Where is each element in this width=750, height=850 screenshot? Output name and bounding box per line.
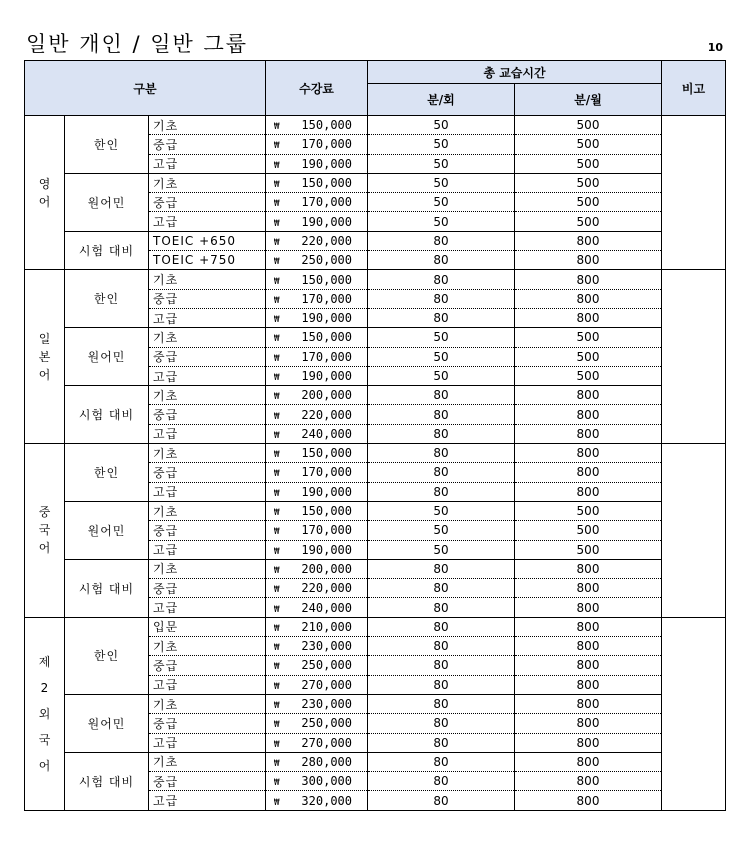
minutes-per-session-cell: 80 xyxy=(368,637,515,656)
currency-symbol: ₩ xyxy=(274,758,280,769)
fee-cell xyxy=(266,598,368,617)
minutes-per-month-cell: 800 xyxy=(515,617,662,636)
fee-amount: 240,000 xyxy=(301,600,352,615)
currency-symbol: ₩ xyxy=(274,373,280,383)
header-note: 비고 xyxy=(662,61,726,116)
fee-cell xyxy=(266,251,368,270)
currency-symbol: ₩ xyxy=(274,315,280,326)
header-per-session: 분/회 xyxy=(368,84,515,116)
minutes-per-month-cell: 500 xyxy=(515,501,662,520)
minutes-per-session-cell: 50 xyxy=(368,347,515,366)
minutes-per-session-cell: 80 xyxy=(368,231,515,250)
table-row xyxy=(25,270,726,289)
minutes-per-session-cell: 80 xyxy=(368,444,515,463)
page-number: 10 xyxy=(707,41,723,54)
category-label xyxy=(25,444,65,618)
category-label-char: 국 xyxy=(38,523,51,538)
currency-symbol: ₩ xyxy=(274,122,280,133)
fee-amount: 230,000 xyxy=(301,639,352,654)
currency-symbol: ₩ xyxy=(274,392,280,403)
minutes-per-month-cell: 800 xyxy=(515,386,662,405)
minutes-per-session-cell: 80 xyxy=(368,656,515,675)
minutes-per-session-cell: 80 xyxy=(368,308,515,327)
fee-cell xyxy=(266,791,368,810)
fee-amount: 150,000 xyxy=(301,272,352,287)
minutes-per-session-cell: 80 xyxy=(368,694,515,713)
fee-cell xyxy=(266,637,368,656)
minutes-per-session-cell: 80 xyxy=(368,675,515,694)
level-cell: 기초 xyxy=(149,386,266,405)
level-cell: 기초 xyxy=(149,501,266,520)
minutes-per-month-cell: 800 xyxy=(515,694,662,713)
minutes-per-month-cell: 800 xyxy=(515,559,662,578)
fee-amount: 270,000 xyxy=(301,677,352,692)
fee-cell xyxy=(266,675,368,694)
minutes-per-month-cell: 800 xyxy=(515,791,662,810)
level-cell: 기초 xyxy=(149,637,266,656)
currency-symbol: ₩ xyxy=(274,199,280,210)
currency-symbol: ₩ xyxy=(274,643,280,654)
fee-amount: 150,000 xyxy=(301,504,352,519)
currency-symbol: ₩ xyxy=(274,565,280,576)
minutes-per-session-cell: 80 xyxy=(368,617,515,636)
minutes-per-month-cell: 500 xyxy=(515,540,662,559)
fee-amount: 250,000 xyxy=(301,658,352,673)
note-cell xyxy=(662,617,726,810)
level-cell: 고급 xyxy=(149,540,266,559)
table-row xyxy=(25,116,726,135)
category-label-char: 본 xyxy=(38,349,51,364)
fee-cell xyxy=(266,501,368,520)
minutes-per-session-cell: 80 xyxy=(368,579,515,598)
minutes-per-month-cell: 800 xyxy=(515,656,662,675)
fee-cell xyxy=(266,405,368,424)
currency-symbol: ₩ xyxy=(274,411,280,422)
minutes-per-month-cell: 800 xyxy=(515,405,662,424)
category-label-char: 외 xyxy=(38,706,51,721)
currency-symbol: ₩ xyxy=(274,141,280,152)
level-cell: 고급 xyxy=(149,154,266,173)
fee-amount: 170,000 xyxy=(301,465,352,480)
minutes-per-month-cell: 800 xyxy=(515,772,662,791)
group-label: 원어민 xyxy=(65,501,149,559)
fee-cell xyxy=(266,231,368,250)
category-label-char: 어 xyxy=(38,194,51,209)
level-cell: TOEIC +750 xyxy=(149,251,266,270)
fee-cell xyxy=(266,752,368,771)
group-label: 시험 대비 xyxy=(65,231,149,270)
fee-cell xyxy=(266,173,368,192)
fee-cell xyxy=(266,656,368,675)
fee-amount: 250,000 xyxy=(301,716,352,731)
minutes-per-session-cell: 80 xyxy=(368,424,515,443)
level-cell: 기초 xyxy=(149,173,266,192)
currency-symbol: ₩ xyxy=(274,353,280,364)
currency-symbol: ₩ xyxy=(274,295,280,306)
level-cell: 기초 xyxy=(149,116,266,135)
level-cell: 입문 xyxy=(149,617,266,636)
level-cell: 중급 xyxy=(149,193,266,212)
minutes-per-session-cell: 50 xyxy=(368,328,515,347)
fee-cell xyxy=(266,289,368,308)
group-label: 한인 xyxy=(65,444,149,502)
group-label: 원어민 xyxy=(65,328,149,386)
fee-cell xyxy=(266,559,368,578)
table-body xyxy=(25,116,726,811)
category-label-char: 어 xyxy=(38,758,51,773)
minutes-per-month-cell: 800 xyxy=(515,463,662,482)
fee-cell xyxy=(266,521,368,540)
level-cell: 고급 xyxy=(149,791,266,810)
minutes-per-session-cell: 50 xyxy=(368,212,515,231)
level-cell: 중급 xyxy=(149,772,266,791)
level-cell: 중급 xyxy=(149,347,266,366)
fee-amount: 150,000 xyxy=(301,330,352,345)
minutes-per-month-cell: 800 xyxy=(515,752,662,771)
header-total-hours: 총 교습시간 xyxy=(368,61,662,84)
fee-cell xyxy=(266,540,368,559)
minutes-per-session-cell: 50 xyxy=(368,521,515,540)
minutes-per-month-cell: 500 xyxy=(515,173,662,192)
minutes-per-session-cell: 80 xyxy=(368,752,515,771)
level-cell: 중급 xyxy=(149,714,266,733)
table-row xyxy=(25,328,726,347)
currency-symbol: ₩ xyxy=(274,430,280,441)
category-label xyxy=(25,270,65,444)
minutes-per-month-cell: 800 xyxy=(515,251,662,270)
fee-amount: 170,000 xyxy=(301,349,352,364)
level-cell: 중급 xyxy=(149,579,266,598)
table-row xyxy=(25,617,726,636)
fee-cell xyxy=(266,733,368,752)
category-label-char: 영 xyxy=(38,176,51,191)
currency-symbol: ₩ xyxy=(274,334,280,345)
fee-amount: 170,000 xyxy=(301,195,352,210)
fee-amount: 170,000 xyxy=(301,523,352,538)
table-row xyxy=(25,173,726,192)
minutes-per-session-cell: 50 xyxy=(368,501,515,520)
minutes-per-session-cell: 80 xyxy=(368,289,515,308)
minutes-per-month-cell: 800 xyxy=(515,308,662,327)
currency-symbol: ₩ xyxy=(274,623,280,634)
minutes-per-month-cell: 800 xyxy=(515,733,662,752)
note-cell xyxy=(662,270,726,444)
currency-symbol: ₩ xyxy=(274,585,280,596)
currency-symbol: ₩ xyxy=(274,276,280,287)
level-cell: 고급 xyxy=(149,366,266,385)
minutes-per-session-cell: 50 xyxy=(368,116,515,135)
fee-cell xyxy=(266,772,368,791)
fee-cell xyxy=(266,482,368,501)
currency-symbol: ₩ xyxy=(274,778,280,789)
level-cell: 고급 xyxy=(149,212,266,231)
minutes-per-session-cell: 80 xyxy=(368,386,515,405)
group-label: 한인 xyxy=(65,116,149,174)
group-label: 원어민 xyxy=(65,173,149,231)
currency-symbol: ₩ xyxy=(274,180,280,191)
fee-amount: 200,000 xyxy=(301,561,352,576)
minutes-per-month-cell: 500 xyxy=(515,347,662,366)
fee-cell xyxy=(266,617,368,636)
level-cell: 고급 xyxy=(149,598,266,617)
fee-cell xyxy=(266,193,368,212)
group-label: 한인 xyxy=(65,270,149,328)
fee-amount: 220,000 xyxy=(301,407,352,422)
fee-amount: 150,000 xyxy=(301,446,352,461)
fee-amount: 270,000 xyxy=(301,735,352,750)
currency-symbol: ₩ xyxy=(274,160,280,171)
minutes-per-month-cell: 500 xyxy=(515,193,662,212)
currency-symbol: ₩ xyxy=(274,257,280,268)
minutes-per-month-cell: 800 xyxy=(515,714,662,733)
minutes-per-month-cell: 500 xyxy=(515,154,662,173)
level-cell: 고급 xyxy=(149,733,266,752)
fee-amount: 190,000 xyxy=(301,156,352,171)
minutes-per-month-cell: 500 xyxy=(515,212,662,231)
level-cell: 기초 xyxy=(149,270,266,289)
fee-amount: 170,000 xyxy=(301,291,352,306)
fee-amount: 150,000 xyxy=(301,176,352,191)
group-label: 원어민 xyxy=(65,694,149,752)
minutes-per-session-cell: 80 xyxy=(368,251,515,270)
fee-cell xyxy=(266,694,368,713)
currency-symbol: ₩ xyxy=(274,218,280,229)
currency-symbol: ₩ xyxy=(274,681,280,692)
minutes-per-session-cell: 50 xyxy=(368,193,515,212)
category-label xyxy=(25,116,65,270)
fee-amount: 190,000 xyxy=(301,484,352,499)
group-label: 시험 대비 xyxy=(65,386,149,444)
level-cell: 기초 xyxy=(149,559,266,578)
level-cell: 중급 xyxy=(149,521,266,540)
fee-cell xyxy=(266,154,368,173)
minutes-per-month-cell: 800 xyxy=(515,675,662,694)
level-cell: 중급 xyxy=(149,405,266,424)
table-row xyxy=(25,386,726,405)
fee-amount: 190,000 xyxy=(301,214,352,229)
level-cell: 중급 xyxy=(149,289,266,308)
currency-symbol: ₩ xyxy=(274,469,280,480)
minutes-per-month-cell: 800 xyxy=(515,579,662,598)
minutes-per-month-cell: 800 xyxy=(515,289,662,308)
fee-amount: 190,000 xyxy=(301,542,352,557)
minutes-per-session-cell: 80 xyxy=(368,463,515,482)
page-title: 일반 개인 / 일반 그룹 xyxy=(26,32,249,56)
level-cell: 고급 xyxy=(149,675,266,694)
level-cell: 고급 xyxy=(149,424,266,443)
fee-cell xyxy=(266,308,368,327)
currency-symbol: ₩ xyxy=(274,720,280,731)
group-label: 시험 대비 xyxy=(65,752,149,810)
currency-symbol: ₩ xyxy=(274,450,280,461)
table-header xyxy=(25,61,726,116)
fee-cell xyxy=(266,579,368,598)
table-row xyxy=(25,501,726,520)
header-fee: 수강료 xyxy=(266,61,368,116)
category-label xyxy=(25,617,65,810)
level-cell: 고급 xyxy=(149,482,266,501)
fee-cell xyxy=(266,386,368,405)
table-row xyxy=(25,694,726,713)
minutes-per-month-cell: 800 xyxy=(515,424,662,443)
fee-cell xyxy=(266,270,368,289)
minutes-per-month-cell: 500 xyxy=(515,521,662,540)
category-label-char: 국 xyxy=(38,732,51,747)
fee-amount: 250,000 xyxy=(301,253,352,268)
category-label-char: 제 xyxy=(38,654,51,669)
minutes-per-month-cell: 800 xyxy=(515,444,662,463)
level-cell: 중급 xyxy=(149,135,266,154)
fee-amount: 240,000 xyxy=(301,426,352,441)
minutes-per-session-cell: 50 xyxy=(368,366,515,385)
category-label-char: 중 xyxy=(38,505,51,520)
currency-symbol: ₩ xyxy=(274,739,280,750)
minutes-per-session-cell: 80 xyxy=(368,270,515,289)
fee-cell xyxy=(266,347,368,366)
table-row xyxy=(25,559,726,578)
table-row xyxy=(25,752,726,771)
category-label-char: 2 xyxy=(40,680,49,695)
category-label-char: 일 xyxy=(38,331,51,346)
fee-cell xyxy=(266,212,368,231)
minutes-per-month-cell: 800 xyxy=(515,270,662,289)
currency-symbol: ₩ xyxy=(274,797,280,808)
note-cell xyxy=(662,444,726,618)
minutes-per-session-cell: 80 xyxy=(368,714,515,733)
table-row xyxy=(25,444,726,463)
currency-symbol: ₩ xyxy=(274,508,280,519)
group-label: 한인 xyxy=(65,617,149,694)
fee-cell xyxy=(266,116,368,135)
tuition-table xyxy=(24,60,726,811)
fee-cell xyxy=(266,463,368,482)
fee-amount: 200,000 xyxy=(301,388,352,403)
minutes-per-month-cell: 500 xyxy=(515,116,662,135)
minutes-per-session-cell: 50 xyxy=(368,154,515,173)
fee-amount: 280,000 xyxy=(301,754,352,769)
minutes-per-session-cell: 80 xyxy=(368,772,515,791)
level-cell: TOEIC +650 xyxy=(149,231,266,250)
fee-amount: 230,000 xyxy=(301,697,352,712)
level-cell: 기초 xyxy=(149,694,266,713)
currency-symbol: ₩ xyxy=(274,237,280,248)
minutes-per-month-cell: 500 xyxy=(515,328,662,347)
fee-amount: 220,000 xyxy=(301,581,352,596)
level-cell: 기초 xyxy=(149,752,266,771)
fee-cell xyxy=(266,366,368,385)
group-label: 시험 대비 xyxy=(65,559,149,617)
minutes-per-month-cell: 800 xyxy=(515,231,662,250)
minutes-per-session-cell: 80 xyxy=(368,791,515,810)
category-label-char: 어 xyxy=(38,367,51,382)
currency-symbol: ₩ xyxy=(274,604,280,615)
minutes-per-session-cell: 80 xyxy=(368,405,515,424)
minutes-per-session-cell: 50 xyxy=(368,540,515,559)
minutes-per-month-cell: 800 xyxy=(515,598,662,617)
level-cell: 기초 xyxy=(149,328,266,347)
minutes-per-session-cell: 50 xyxy=(368,173,515,192)
currency-symbol: ₩ xyxy=(274,546,280,557)
header-per-month: 분/월 xyxy=(515,84,662,116)
minutes-per-session-cell: 80 xyxy=(368,482,515,501)
minutes-per-session-cell: 50 xyxy=(368,135,515,154)
minutes-per-session-cell: 80 xyxy=(368,598,515,617)
fee-cell xyxy=(266,328,368,347)
fee-cell xyxy=(266,424,368,443)
currency-symbol: ₩ xyxy=(274,527,280,538)
level-cell: 고급 xyxy=(149,308,266,327)
currency-symbol: ₩ xyxy=(274,488,280,499)
fee-amount: 150,000 xyxy=(301,118,352,133)
fee-cell xyxy=(266,444,368,463)
minutes-per-month-cell: 500 xyxy=(515,135,662,154)
fee-cell xyxy=(266,135,368,154)
fee-amount: 210,000 xyxy=(301,619,352,634)
fee-amount: 300,000 xyxy=(301,774,352,789)
note-cell xyxy=(662,116,726,270)
level-cell: 중급 xyxy=(149,656,266,675)
minutes-per-session-cell: 80 xyxy=(368,559,515,578)
header-division: 구분 xyxy=(25,61,266,116)
fee-amount: 170,000 xyxy=(301,137,352,152)
fee-amount: 320,000 xyxy=(301,793,352,808)
fee-amount: 220,000 xyxy=(301,233,352,248)
fee-cell xyxy=(266,714,368,733)
category-label-char: 어 xyxy=(38,541,51,556)
fee-amount: 190,000 xyxy=(301,311,352,326)
currency-symbol: ₩ xyxy=(274,701,280,712)
currency-symbol: ₩ xyxy=(274,662,280,673)
level-cell: 중급 xyxy=(149,463,266,482)
minutes-per-month-cell: 800 xyxy=(515,637,662,656)
level-cell: 기초 xyxy=(149,444,266,463)
minutes-per-month-cell: 500 xyxy=(515,366,662,385)
minutes-per-month-cell: 800 xyxy=(515,482,662,501)
table-row xyxy=(25,231,726,250)
fee-amount: 190,000 xyxy=(301,369,352,383)
minutes-per-session-cell: 80 xyxy=(368,733,515,752)
